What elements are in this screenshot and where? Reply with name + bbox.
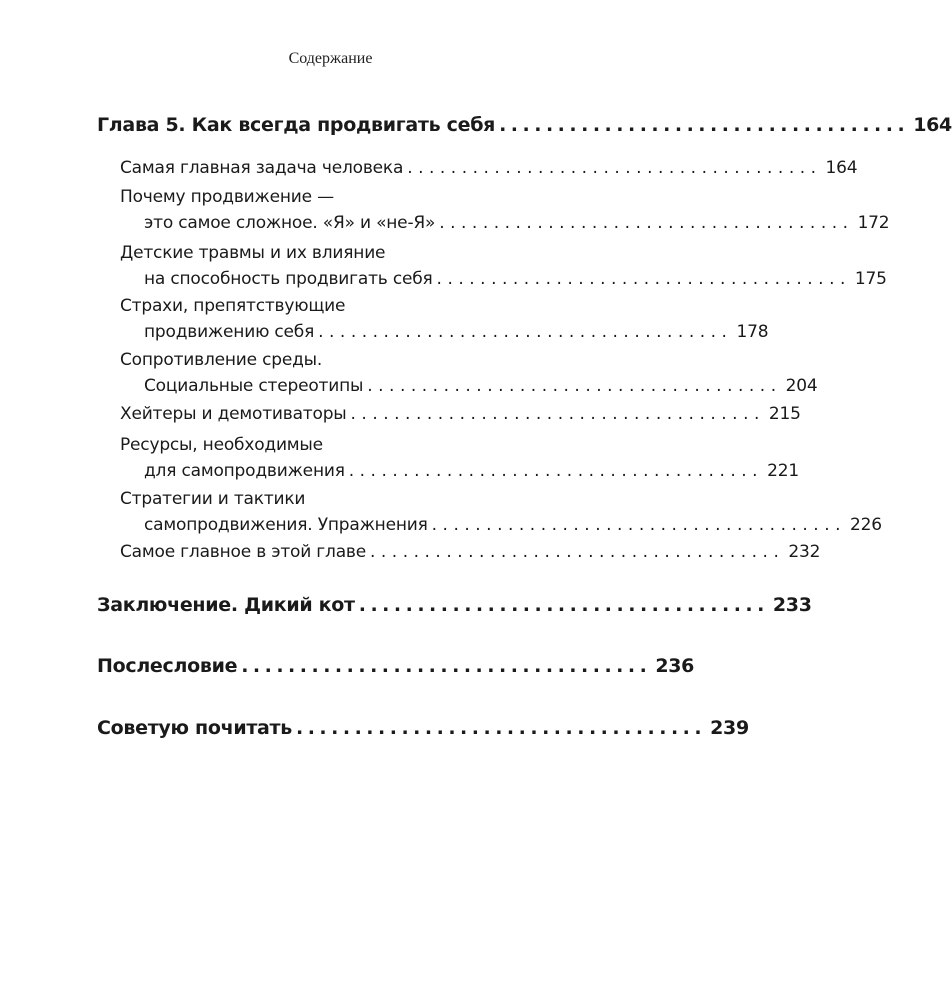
entry-title: Хейтеры и демотиваторы bbox=[120, 404, 347, 424]
toc-recommended-reading bbox=[97, 717, 749, 739]
toc-entry bbox=[120, 184, 890, 236]
toc-entry bbox=[120, 401, 801, 427]
page-number: 172 bbox=[857, 213, 890, 233]
dot-leader: ................................... bbox=[358, 594, 769, 616]
toc-afterword bbox=[97, 655, 695, 677]
entry-title-line-2: это самое сложное. «Я» и «не-Я» bbox=[144, 213, 436, 233]
dot-leader: ...................................... bbox=[407, 158, 822, 178]
dot-leader: ...................................... bbox=[318, 322, 733, 342]
page-number: 233 bbox=[772, 594, 812, 616]
toc-entry bbox=[120, 539, 821, 565]
dot-leader: ...................................... bbox=[350, 404, 765, 424]
toc-entry bbox=[120, 240, 887, 292]
page-number: 236 bbox=[655, 655, 695, 677]
page-number: 164 bbox=[825, 158, 858, 178]
toc-entry bbox=[120, 293, 769, 345]
entry-title-line-1: Детские травмы и их влияние bbox=[120, 243, 386, 263]
page-number: 239 bbox=[710, 717, 749, 739]
entry-title-line-2: на способность продвигать себя bbox=[144, 269, 433, 289]
entry-title-line-1: Страхи, препятствующие bbox=[120, 296, 346, 316]
dot-leader: ...................................... bbox=[348, 461, 764, 481]
entry-title-line-1: Почему продвижение — bbox=[120, 187, 334, 207]
entry-title-line-1: Ресурсы, необходимые bbox=[120, 435, 323, 455]
toc-entry bbox=[120, 486, 882, 538]
dot-leader: ................................... bbox=[499, 114, 910, 136]
page-number: 215 bbox=[768, 404, 801, 424]
entry-title-line-2: самопродвижения. Упражнения bbox=[144, 515, 428, 535]
chapter-title: Глава 5. Как всегда продвигать себя bbox=[97, 114, 496, 136]
chapter-title: Советую почитать bbox=[97, 717, 292, 739]
page-number: 175 bbox=[854, 269, 887, 289]
toc-entry bbox=[120, 155, 858, 181]
page-number: 226 bbox=[850, 515, 882, 535]
entry-title-line-1: Стратегии и тактики bbox=[120, 489, 306, 509]
toc-entry bbox=[120, 347, 818, 399]
toc-entry bbox=[120, 432, 799, 484]
page-number: 204 bbox=[785, 376, 818, 396]
entry-title-line-1: Сопротивление среды. bbox=[120, 350, 323, 370]
entry-title-line-2: продвижению себя bbox=[144, 322, 315, 342]
page-number: 164 bbox=[913, 114, 952, 136]
entry-title: Самая главная задача человека bbox=[120, 158, 404, 178]
toc-chapter-5 bbox=[97, 114, 952, 136]
page-number: 221 bbox=[767, 461, 799, 481]
entry-title: Самое главное в этой главе bbox=[120, 542, 366, 562]
dot-leader: ................................... bbox=[241, 655, 652, 677]
running-head: Содержание bbox=[288, 50, 373, 67]
entry-title-line-2: для самопродвижения bbox=[144, 461, 345, 481]
entry-title-line-2: Социальные стереотипы bbox=[144, 376, 364, 396]
dot-leader: ...................................... bbox=[436, 269, 851, 289]
dot-leader: ................................... bbox=[296, 717, 707, 739]
dot-leader: ...................................... bbox=[431, 515, 847, 535]
chapter-title: Послесловие bbox=[97, 655, 238, 677]
chapter-title: Заключение. Дикий кот bbox=[97, 594, 355, 616]
dot-leader: ...................................... bbox=[370, 542, 785, 562]
dot-leader: ...................................... bbox=[439, 213, 854, 233]
dot-leader: ...................................... bbox=[367, 376, 782, 396]
page-number: 178 bbox=[736, 322, 769, 342]
toc-conclusion bbox=[97, 594, 812, 616]
page-number: 232 bbox=[788, 542, 821, 562]
